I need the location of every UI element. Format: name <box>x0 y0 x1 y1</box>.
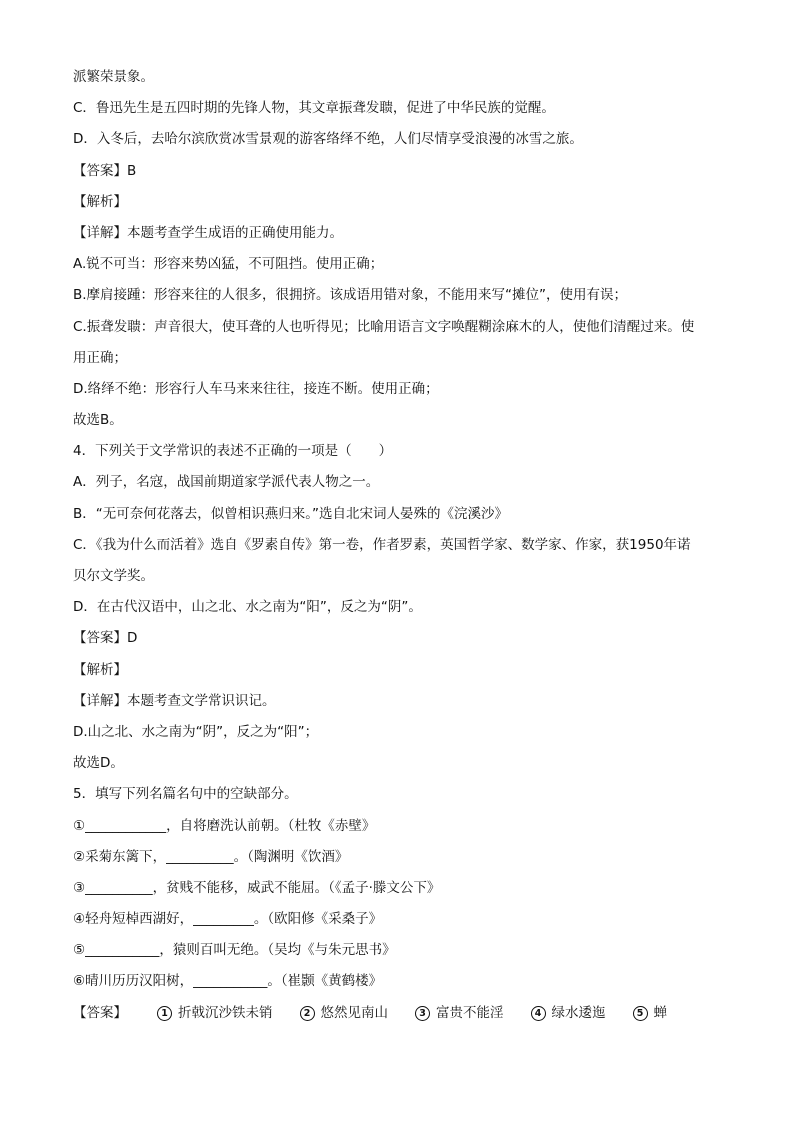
answer-text: 折戟沉沙铁未销 <box>178 1004 273 1021</box>
circled-number: 2 <box>300 1006 315 1021</box>
q4-option-d: D．在古代汉语中，山之北、水之南为“阳”，反之为“阴”。 <box>73 599 422 616</box>
blank-item-2: ②采菊东篱下，__________。（陶渊明《饮酒》 <box>73 848 349 865</box>
blank-item-6: ⑥晴川历历汉阳树，___________。（崔颢《黄鹤楼》 <box>73 973 383 990</box>
analysis-label: 【解析】 <box>73 193 127 210</box>
circled-number: 3 <box>415 1006 430 1021</box>
analysis-label: 【解析】 <box>73 661 127 678</box>
answer-text: 绿水逶迤 <box>551 1004 606 1021</box>
explanation-b: B.摩肩接踵：形容来往的人很多，很拥挤。该成语用错对象，不能用来写“摊位”，使用有误； <box>73 287 628 304</box>
answer-item-4 <box>531 998 606 1029</box>
option-d: D．入冬后，去哈尔滨欣赏冰雪景观的游客络绎不绝，人们尽情享受浪漫的冰雪之旅。 <box>73 131 583 148</box>
answer-row <box>73 998 733 1029</box>
blank-item-1: ①____________，自将磨洗认前朝。（杜牧《赤壁》 <box>73 817 376 834</box>
answer-item-5 <box>633 998 668 1029</box>
answer-text: 悠然见南山 <box>320 1004 388 1021</box>
answer-label: 【答案】B <box>73 162 137 179</box>
q4-option-c: C．《我为什么而活着》选自《罗素自传》第一卷，作者罗素，英国哲学家、数学家、作家，获1950年诺 <box>73 536 691 553</box>
circled-number: 1 <box>157 1006 172 1021</box>
conclusion: 故选D。 <box>73 755 124 772</box>
detail-text: 【详解】本题考查学生成语的正确使用能力。 <box>73 224 343 241</box>
text-line: 派繁荣景象。 <box>73 69 154 85</box>
explanation-d: D.络绎不绝：形容行人车马来来往往，接连不断。使用正确； <box>73 380 439 397</box>
answer-text: 富贵不能淫 <box>436 1004 504 1021</box>
q4-option-c-cont: 贝尔文学奖。 <box>73 568 154 584</box>
explanation-c-cont: 用正确； <box>73 349 127 366</box>
explanation-d: D.山之北、水之南为“阴”，反之为“阳”； <box>73 723 319 740</box>
q4-option-a: A．列子，名寇，战国前期道家学派代表人物之一。 <box>73 474 380 491</box>
blank-item-4: ④轻舟短棹西湖好，_________。（欧阳修《采桑子》 <box>73 911 383 928</box>
explanation-a: A.锐不可当：形容来势凶猛，不可阻挡。使用正确； <box>73 256 384 273</box>
blank-item-5: ⑤___________，猿则百叫无绝。（吴均《与朱元思书》 <box>73 942 396 959</box>
q4-option-b: B．“无可奈何花落去，似曾相识燕归来。”选自北宋词人晏殊的《浣溪沙》 <box>73 505 508 522</box>
answer-text: 蝉 <box>653 1004 667 1021</box>
answer-item-1 <box>157 998 273 1029</box>
blank-item-3: ③__________，贫贱不能移，威武不能屈。（《孟子·滕文公下》 <box>73 879 441 896</box>
document-page <box>73 62 733 1029</box>
option-c: C．鲁迅先生是五四时期的先锋人物，其文章振聋发聩，促进了中华民族的觉醒。 <box>73 100 555 117</box>
question-4: 4．下列关于文学常识的表述不正确的一项是（ ） <box>73 443 393 460</box>
circled-number: 5 <box>633 1006 648 1021</box>
answer-tag: 【答案】 <box>73 1004 127 1021</box>
answer-item-3 <box>415 998 504 1029</box>
conclusion: 故选B。 <box>73 412 123 429</box>
answer-label: 【答案】D <box>73 630 138 647</box>
circled-number: 4 <box>531 1006 546 1021</box>
question-5: 5．填写下列名篇名句中的空缺部分。 <box>73 786 298 803</box>
explanation-c: C.振聋发聩：声音很大，使耳聋的人也听得见；比喻用语言文字唤醒糊涂麻木的人，使他们清醒过来。使 <box>73 318 695 335</box>
answer-item-2 <box>300 998 389 1029</box>
detail-text: 【详解】本题考查文学常识识记。 <box>73 692 276 709</box>
